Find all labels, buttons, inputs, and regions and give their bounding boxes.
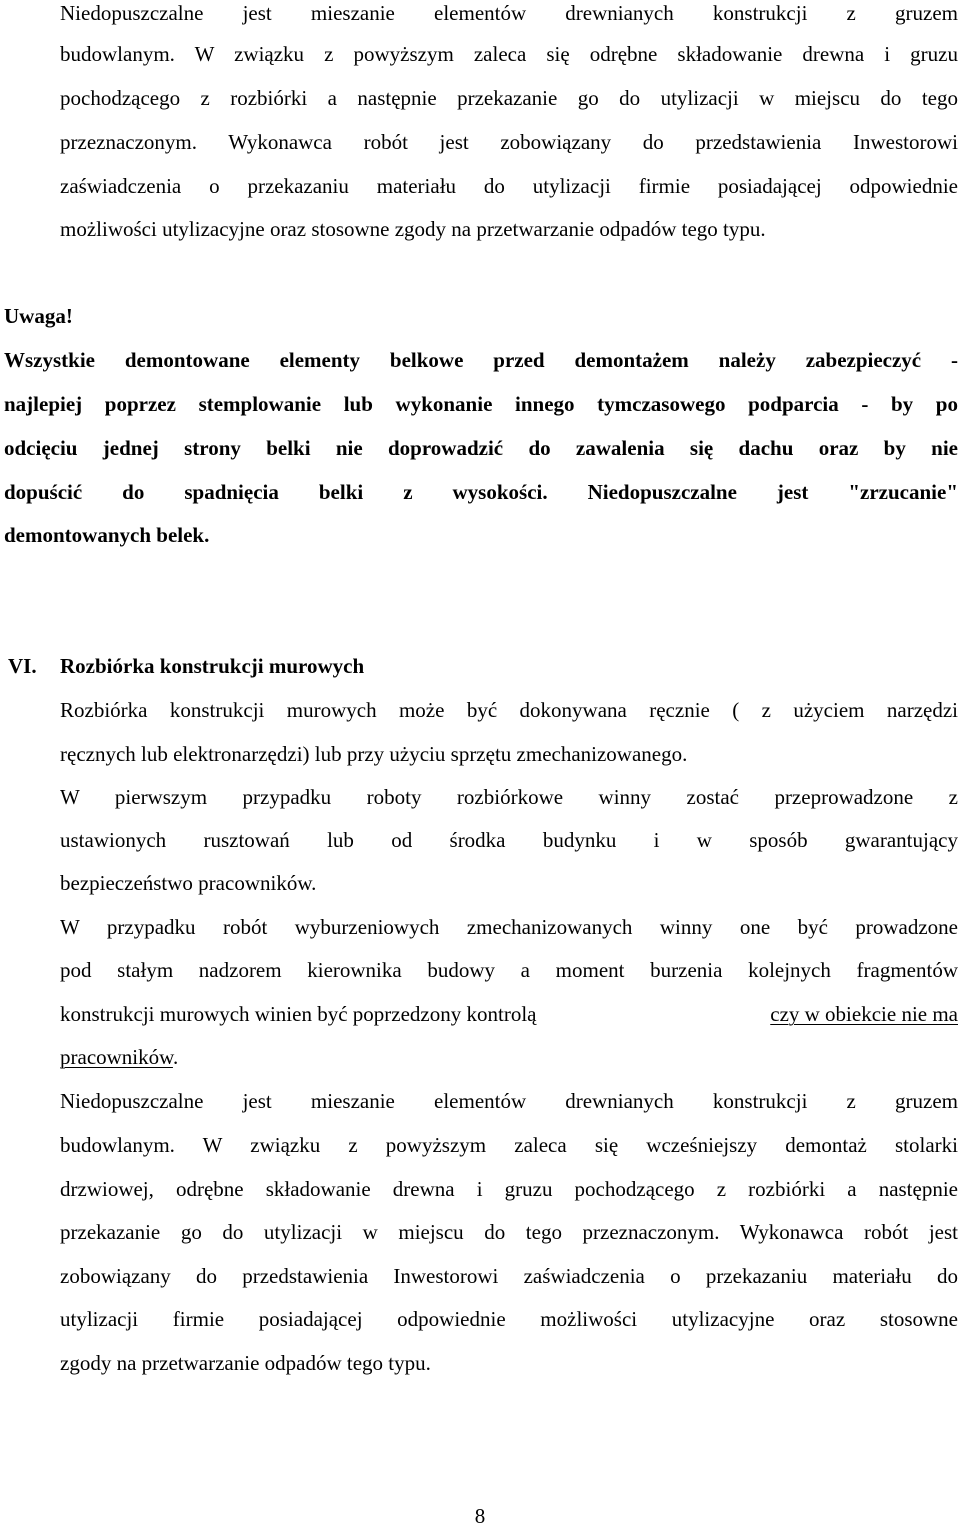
warning-line: Wszystkie demontowane elementy belkowe przed demontażem należy zabezpieczyć - bbox=[4, 348, 958, 372]
text-line: zobowiązany do przedstawienia Inwestorowi zaświadczenia o przekazaniu materiału do bbox=[60, 1264, 958, 1288]
text-line: budowlanym. W związku z powyższym zaleca się wcześniejszy demontaż stolarki bbox=[60, 1133, 958, 1157]
warning-line: odcięciu jednej strony belki nie doprowadzić do zawalenia się dachu oraz by nie bbox=[4, 436, 958, 460]
text-line: pod stałym nadzorem kierownika budowy a moment burzenia kolejnych fragmentów bbox=[60, 958, 958, 982]
text-line: ręcznych lub elektronarzędzi) lub przy użyciu sprzętu zmechanizowanego. bbox=[60, 742, 688, 766]
underlined-text: czy w obiekcie nie ma bbox=[770, 1002, 958, 1026]
text-line: W pierwszym przypadku roboty rozbiórkowe winny zostać przeprowadzone z bbox=[60, 785, 958, 809]
text-line bbox=[60, 1044, 958, 1070]
text-line-with-underline bbox=[60, 1001, 958, 1027]
warning-line: dopuścić do spadnięcia belki z wysokości. Niedopuszczalne jest "zrzucanie" bbox=[4, 480, 958, 504]
page-number: 8 bbox=[474, 1504, 486, 1528]
text-line: drzwiowej, odrębne składowanie drewna i gruzu pochodzącego z rozbiórki a następnie bbox=[60, 1177, 958, 1201]
text-segment: . bbox=[172, 1045, 179, 1069]
section-title: Rozbiórka konstrukcji murowych bbox=[60, 654, 365, 678]
text-line: ustawionych rusztowań lub od środka budynku i w sposób gwarantujący bbox=[60, 828, 958, 852]
warning-title: Uwaga! bbox=[4, 304, 73, 328]
text-segment: konstrukcji murowych winien być poprzedzony kontrolą bbox=[60, 1002, 537, 1026]
text-line: Niedopuszczalne jest mieszanie elementów drewnianych konstrukcji z gruzem bbox=[60, 1089, 958, 1113]
warning-line: najlepiej poprzez stemplowanie lub wykonanie innego tymczasowego podparcia - by po bbox=[4, 392, 958, 416]
text-line: W przypadku robót wyburzeniowych zmechanizowanych winny one być prowadzone bbox=[60, 915, 958, 939]
text-line: bezpieczeństwo pracowników. bbox=[60, 871, 317, 895]
text-line: przeznaczonym. Wykonawca robót jest zobowiązany do przedstawienia Inwestorowi bbox=[60, 130, 958, 154]
text-line: Rozbiórka konstrukcji murowych może być dokonywana ręcznie ( z użyciem narzędzi bbox=[60, 698, 958, 722]
text-line: zgody na przetwarzanie odpadów tego typu. bbox=[60, 1351, 431, 1375]
text-line: utylizacji firmie posiadającej odpowiednie możliwości utylizacyjne oraz stosowne bbox=[60, 1307, 958, 1331]
text-line: możliwości utylizacyjne oraz stosowne zgody na przetwarzanie odpadów tego typu. bbox=[60, 217, 766, 241]
text-line: przekazanie go do utylizacji w miejscu do tego przeznaczonym. Wykonawca robót jest bbox=[60, 1220, 958, 1244]
warning-line: demontowanych belek. bbox=[4, 523, 210, 547]
text-line: zaświadczenia o przekazaniu materiału do utylizacji firmie posiadającej odpowiednie bbox=[60, 174, 958, 198]
text-line: budowlanym. W związku z powyższym zaleca się odrębne składowanie drewna i gruzu bbox=[60, 42, 958, 66]
text-line: pochodzącego z rozbiórki a następnie przekazanie go do utylizacji w miejscu do tego bbox=[60, 86, 958, 110]
section-number: VI. bbox=[8, 654, 37, 678]
text-line: Niedopuszczalne jest mieszanie elementów drewnianych konstrukcji z gruzem bbox=[60, 1, 958, 25]
underlined-text: pracowników bbox=[60, 1045, 173, 1069]
